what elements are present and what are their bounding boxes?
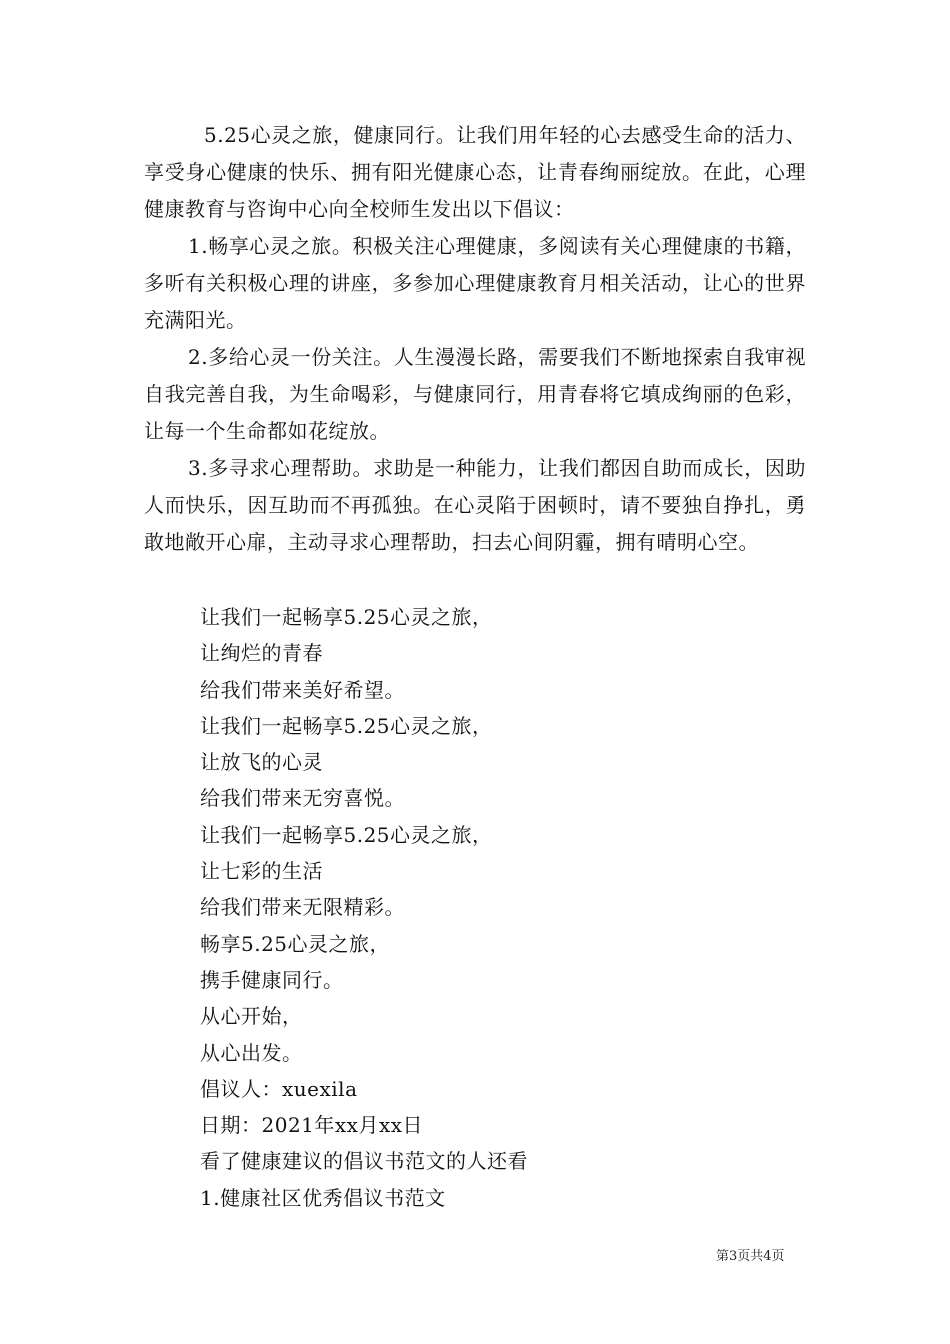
verse-line: 让绚烂的青春: [200, 641, 323, 666]
verse-line: 让我们一起畅享5.25心灵之旅，: [200, 713, 493, 738]
verse-line: 给我们带来美好希望。: [200, 677, 405, 702]
verse-line: 携手健康同行。: [200, 967, 344, 992]
related-article-link: 1.健康社区优秀倡议书范文: [200, 1185, 446, 1210]
proposer-line: 倡议人：xuexila: [200, 1076, 358, 1101]
proposal-item-2: 2.多给心灵一份关注。人生漫漫长路，需要我们不断地探索自我审视自我完善自我，为生命喝彩，与健康同行，用青春将它填成绚丽的色彩，让每一个生命都如花绽放。: [144, 345, 806, 443]
page-number: 第3页共4页: [716, 1249, 785, 1264]
proposal-body: [144, 117, 806, 561]
verse-line: 让我们一起畅享5.25心灵之旅，: [200, 605, 493, 629]
proposal-item-3: 3.多寻求心理帮助。求助是一种能力，让我们都因自助而成长，因助人而快乐，因互助而不再孤独。在心灵陷于困顿时，请不要独自挣扎，勇敢地敞开心扉，主动寻求心理帮助，扫去心间阴霾，拥有晴明心空。: [144, 456, 806, 554]
verse-line: 从心出发。: [200, 1040, 303, 1065]
verse-line: 给我们带来无限精彩。: [200, 895, 405, 920]
closing-verse: [200, 599, 800, 1216]
verse-line: 给我们带来无穷喜悦。: [200, 786, 405, 811]
date-line: 日期：2021年xx月xx日: [200, 1113, 424, 1138]
verse-line: 从心开始，: [200, 1004, 303, 1029]
related-heading: 看了健康建议的倡议书范文的人还看: [200, 1149, 528, 1174]
verse-line: 让七彩的生活: [200, 859, 323, 884]
proposal-item-1: 1.畅享心灵之旅。积极关注心理健康，多阅读有关心理健康的书籍，多听有关积极心理的讲座，多参加心理健康教育月相关活动，让心的世界充满阳光。: [144, 234, 806, 332]
verse-line: 让我们一起畅享5.25心灵之旅，: [200, 822, 493, 847]
verse-line: 畅享5.25心灵之旅，: [200, 931, 391, 956]
intro-paragraph: 5.25心灵之旅，健康同行。让我们用年轻的心去感受生命的活力、享受身心健康的快乐、拥有阳光健康心态，让青春绚丽绽放。在此，心理健康教育与咨询中心向全校师生发出以下倡议：: [144, 123, 806, 221]
verse-line: 让放飞的心灵: [200, 750, 323, 775]
